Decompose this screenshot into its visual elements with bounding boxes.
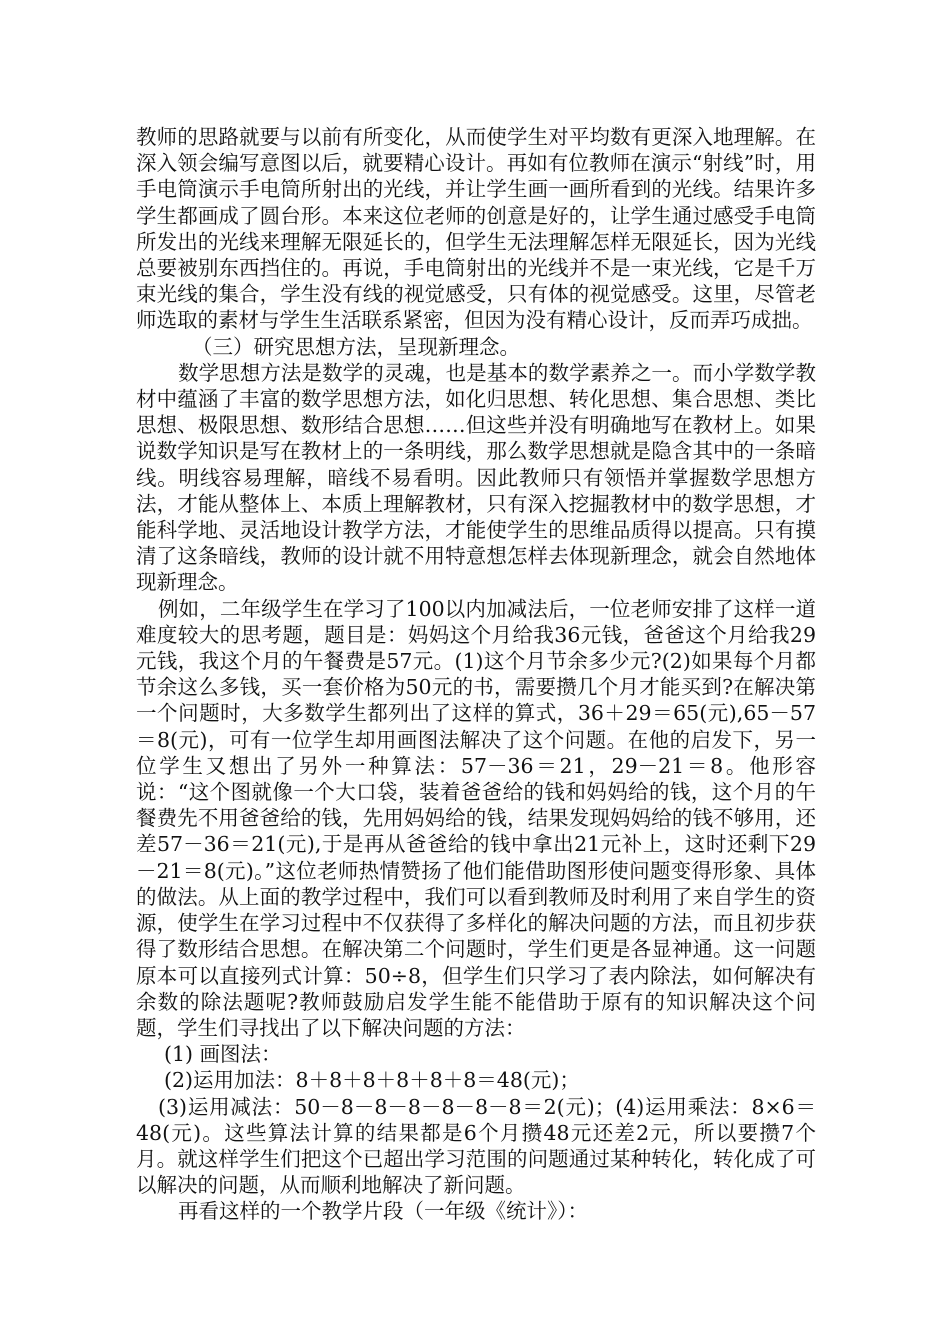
method-item-3-4: (3)运用减法：50－8－8－8－8－8－8＝2(元)；(4)运用乘法：8×6＝48(元)。这些算法计算的结果都是6个月攒48元还差2元，所以要攒7个月。就这样学生们把这个已超出学习范围的问题通过某种转化，转化成了可以解决的问题，从而顺利地解决了新问题。 [136,1094,816,1198]
paragraph-3: 例如，二年级学生在学习了100以内加减法后，一位老师安排了这样一道难度较大的思考题，题目是：妈妈这个月给我36元钱，爸爸这个月给我29元钱，我这个月的午餐费是57元。(1)这个月节余多少元?(2)如果每个月都节余这么多钱，买一套价格为50元的书，需要攒几个月才能买到?在解决第一个问题时，大多数学生都列出了这样的算式，36＋29＝65(元),65－57＝8(元)，可有一位学生却用画图法解决了这个问题。在他的启发下，另一位学生又想出了另外一种算法：57－36＝21，29－21＝8。他形容说：“这个图就像一个大口袋，装着爸爸给的钱和妈妈给的钱，这个月的午餐费先不用爸爸给的钱，先用妈妈给的钱，结果发现妈妈给的钱不够用，还差57－36＝21(元),于是再从爸爸给的钱中拿出21元补上，这时还剩下29－21＝8(元)。”这位老师热情赞扬了他们能借助图形使问题变得形象、具体的做法。从上面的教学过程中，我们可以看到教师及时利用了来自学生的资源，使学生在学习过程中不仅获得了多样化的解决问题的方法，而且初步获得了数形结合思想。在解决第二个问题时，学生们更是各显神通。这一问题原本可以直接列式计算：50÷8，但学生们只学习了表内除法，如何解决有余数的除法题呢?教师鼓励启发学生能不能借助于原有的知识解决这个问题，学生们寻找出了以下解决问题的方法： [136,596,816,1040]
method-item-2: (2)运用加法：8＋8＋8＋8＋8＋8＝48(元)； [164,1068,580,1093]
paragraph-2: 数学思想方法是数学的灵魂，也是基本的数学素养之一。而小学数学教材中蕴涵了丰富的数学思想方法，如化归思想、转化思想、集合思想、类比思想、极限思想、数形结合思想……但这些并没有明确地写在教材上。如果说数学知识是写在教材上的一条明线，那么数学思想就是隐含其中的一条暗线。明线容易理解，暗线不易看明。因此教师只有领悟并掌握数学思想方法，才能从整体上、本质上理解教材，只有深入挖掘教材中的数学思想，才能科学地、灵活地设计教学方法，才能使学生的思维品质得以提高。只有摸清了这条暗线，教师的设计就不用特意想怎样去体现新理念，就会自然地体现新理念。 [136,360,816,595]
paragraph-closing: 再看这样的一个教学片段（一年级《统计》）： [178,1199,588,1224]
document-body [136,124,816,1225]
method-item-1: (1) 画图法： [164,1042,282,1067]
paragraph-1: 教师的思路就要与以前有所变化，从而使学生对平均数有更深入地理解。在深入领会编写意图以后，就要精心设计。再如有位教师在演示“射线”时，用手电筒演示手电筒所射出的光线，并让学生画一画所看到的光线。结果许多学生都画成了圆台形。本来这位老师的创意是好的，让学生通过感受手电筒所发出的光线来理解无限延长的，但学生无法理解怎样无限延长，因为光线总要被别东西挡住的。再说，手电筒射出的光线并不是一束光线，它是千万束光线的集合，学生没有线的视觉感受，只有体的视觉感受。这里，尽管老师选取的素材与学生生活联系紧密，但因为没有精心设计，反而弄巧成拙。 [136,125,816,333]
section-heading: （三）研究思想方法，呈现新理念。 [192,334,520,359]
